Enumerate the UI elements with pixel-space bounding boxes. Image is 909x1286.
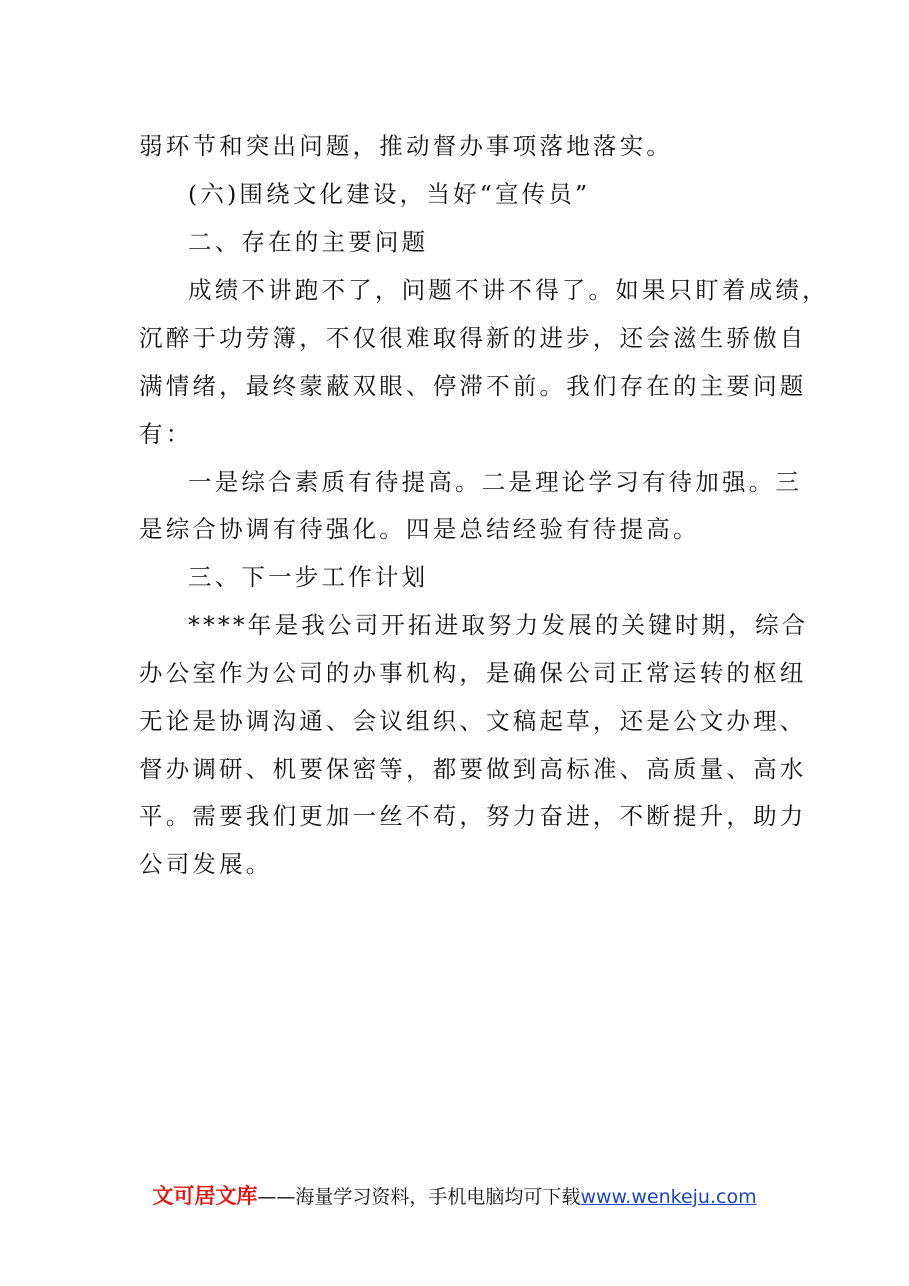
- text-line: ****年是我公司开拓进取努力发展的关键时期，综合: [188, 611, 809, 639]
- text-line: 一是综合素质有待提高。二是理论学习有待加强。三: [188, 468, 803, 496]
- section-heading: 三、下一步工作计划: [188, 563, 429, 591]
- footer-banner: [0, 1183, 909, 1210]
- text-line: 满情绪，最终蒙蔽双眼、停滞不前。我们存在的主要问题: [139, 372, 807, 400]
- footer-slogan: ——海量学习资料，手机电脑均可下载: [257, 1186, 581, 1208]
- brand-name: 文可居文库: [152, 1184, 258, 1208]
- text-line: 公司发展。: [139, 850, 273, 878]
- website-link[interactable]: www.wenkeju.com: [580, 1186, 757, 1208]
- text-line: 无论是协调沟通、会议组织、文稿起草，还是公文办理、: [139, 707, 807, 735]
- text-line: 办公室作为公司的办事机构，是确保公司正常运转的枢纽: [139, 659, 807, 687]
- text-line: 有：: [139, 420, 193, 448]
- text-line: 成绩不讲跑不了，问题不讲不得了。如果只盯着成绩，: [188, 276, 829, 304]
- text-line: 沉醉于功劳簿，不仅很难取得新的进步，还会滋生骄傲自: [139, 324, 807, 352]
- text-line: 弱环节和突出问题，推动督办事项落地落实。: [139, 132, 673, 160]
- text-line: 是综合协调有待强化。四是总结经验有待提高。: [139, 515, 700, 543]
- text-line: 平。需要我们更加一丝不苟，努力奋进，不断提升，助力: [139, 802, 807, 830]
- text-line: 督办调研、机要保密等，都要做到高标准、高质量、高水: [139, 755, 807, 783]
- section-heading: 二、存在的主要问题: [188, 228, 429, 256]
- section-heading: (六)围绕文化建设，当好“宣传员”: [188, 180, 591, 208]
